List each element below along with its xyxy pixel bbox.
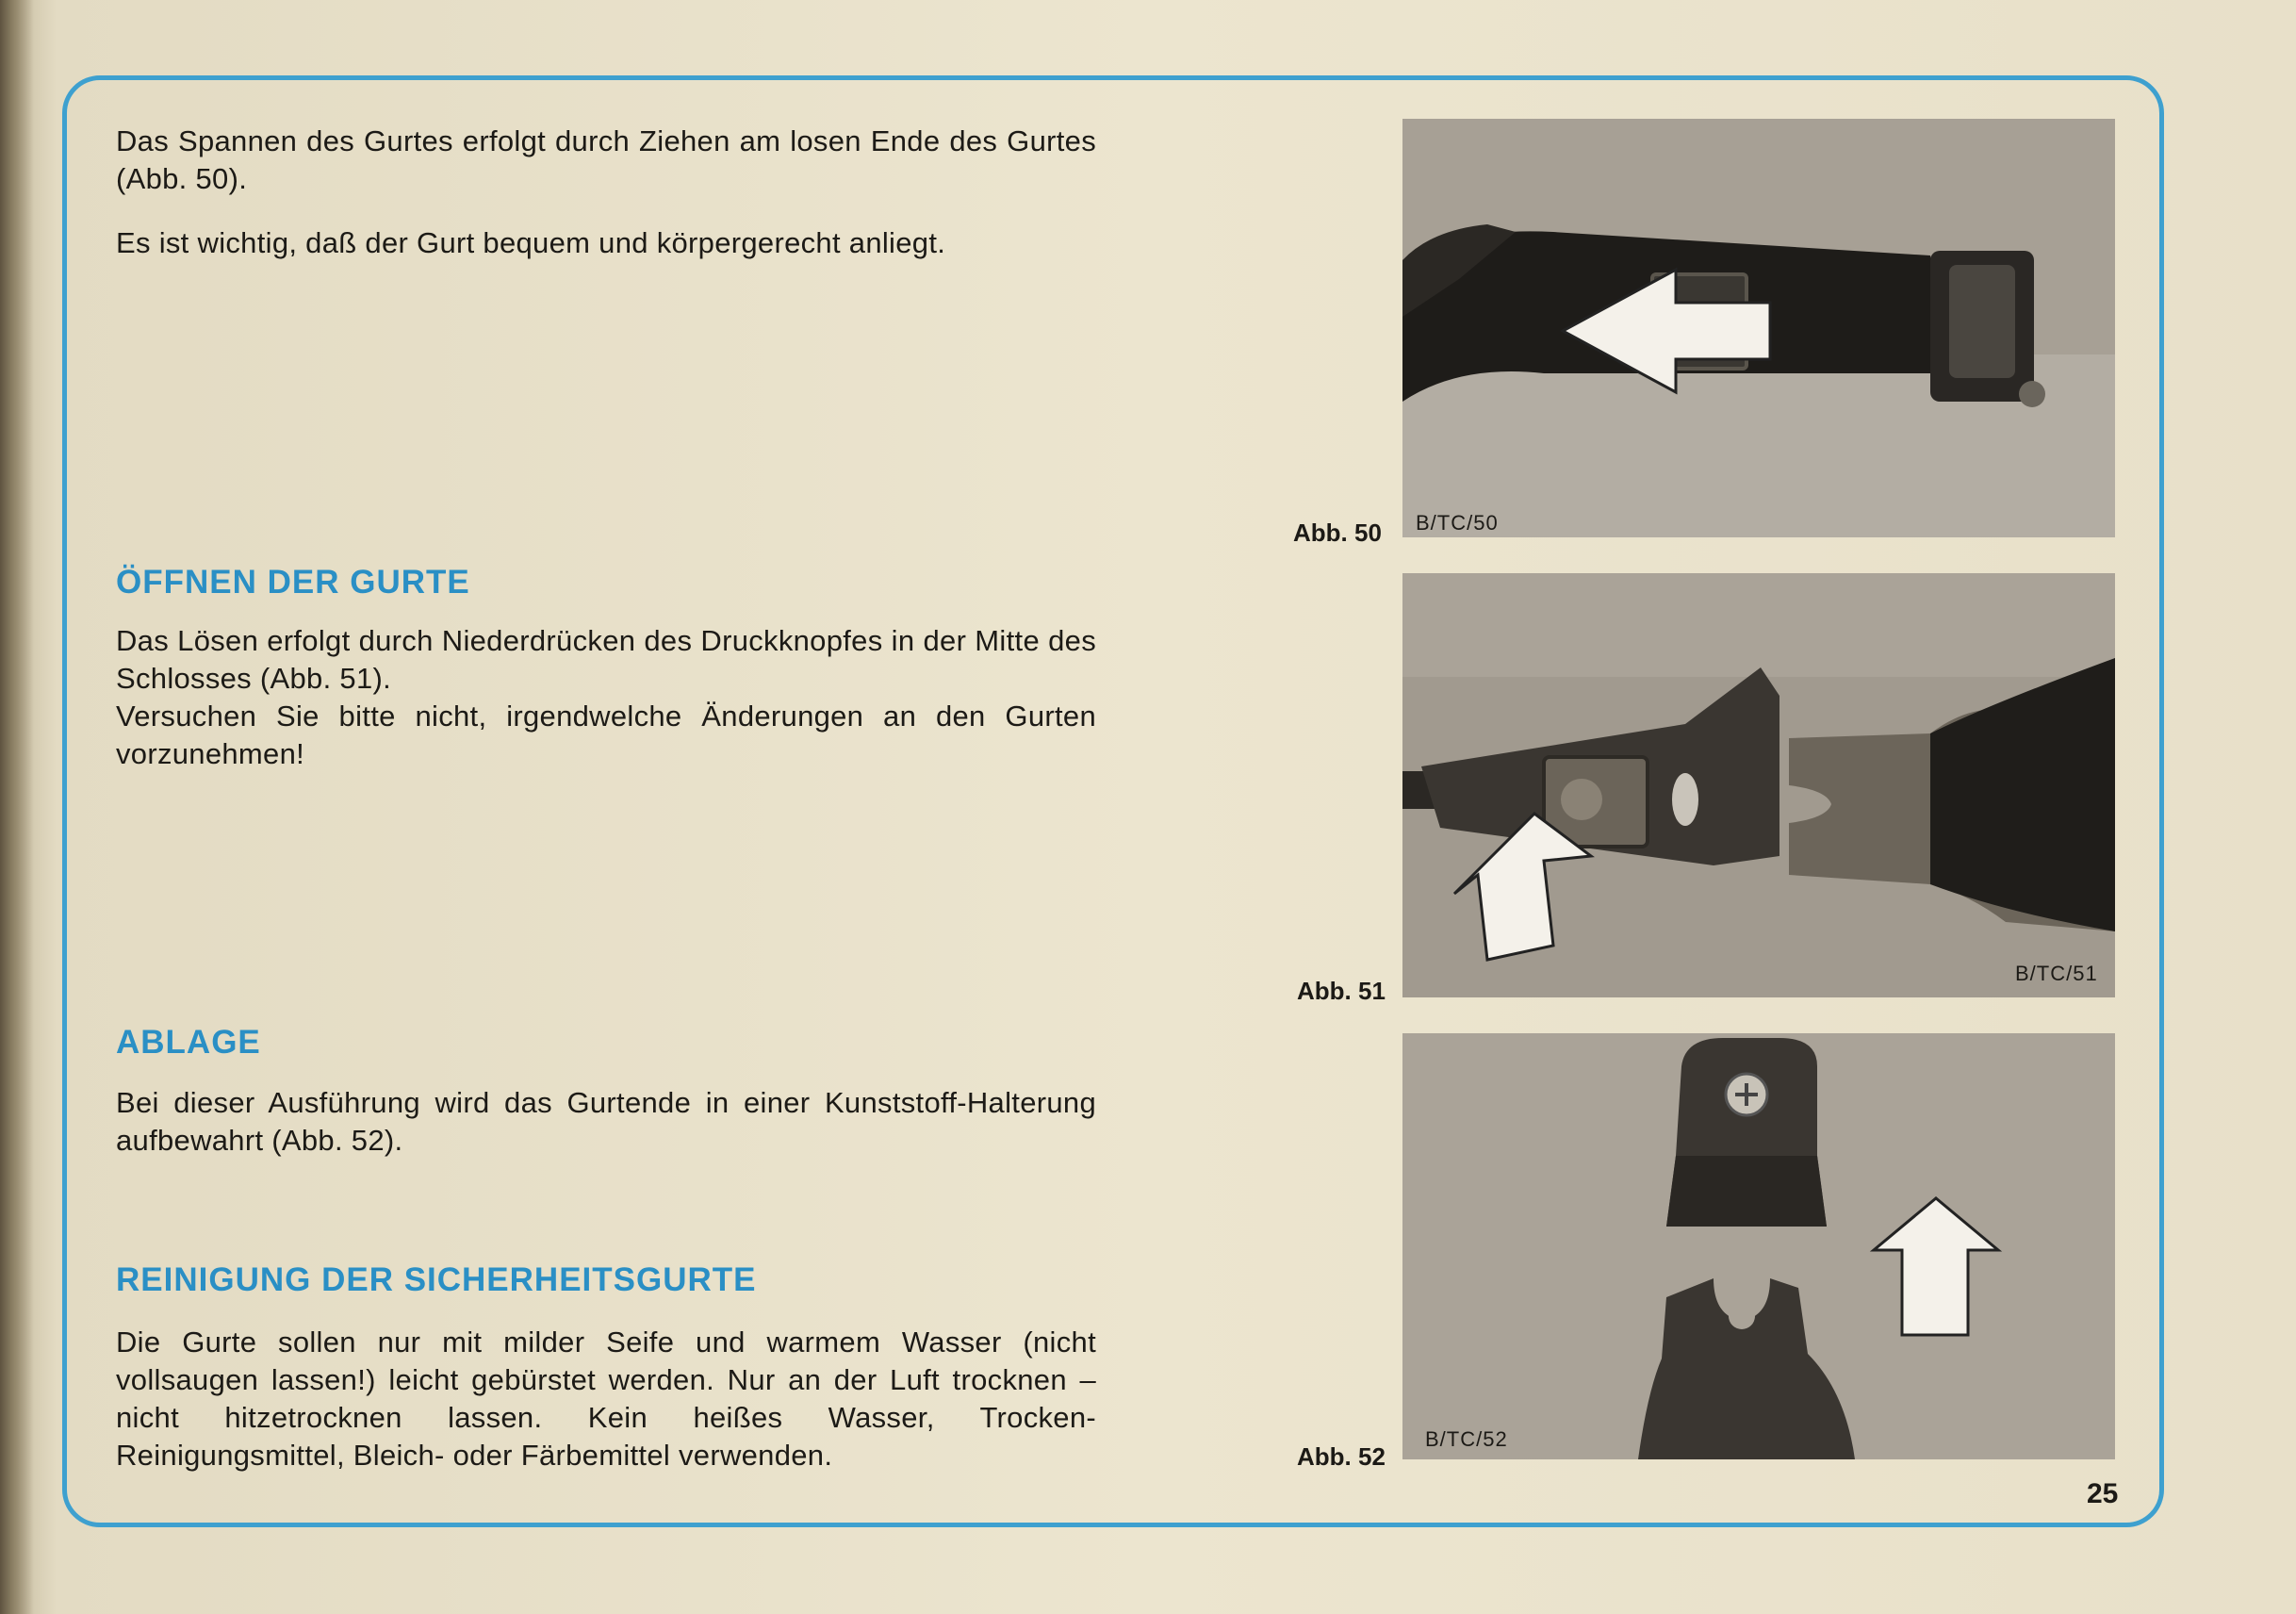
page-number: 25: [2087, 1478, 2119, 1509]
figure-50-code: B/TC/50: [1416, 511, 1499, 535]
figure-52-code: B/TC/52: [1425, 1427, 1508, 1451]
storage-paragraph: Bei dieser Ausführung wird das Gurtende in einer Kunststoff-Halterung aufbewahrt (Abb. 52).: [116, 1086, 1096, 1157]
open-belts-section: [116, 622, 1096, 773]
belt-tension-illustration: [1402, 119, 2115, 537]
heading-cleaning: REINIGUNG DER SICHERHEITSGURTE: [116, 1261, 757, 1298]
figure-51-photo: [1402, 573, 2115, 997]
figure-50-caption: Abb. 50: [1293, 519, 1382, 547]
figure-52-caption: Abb. 52: [1297, 1442, 1386, 1471]
buckle-release-illustration: [1402, 573, 2115, 997]
belt-storage-illustration: [1402, 1033, 2115, 1459]
figure-51-code: B/TC/51: [2015, 962, 2098, 985]
intro-paragraph-1: Das Spannen des Gurtes erfolgt durch Ziehen am losen Ende des Gurtes (Abb. 50).: [116, 124, 1096, 195]
figure-51-caption: Abb. 51: [1297, 977, 1386, 1005]
binding-shadow: [0, 0, 34, 1614]
figure-50-photo: [1402, 119, 2115, 537]
heading-open-belts: ÖFFNEN DER GURTE: [116, 564, 470, 601]
open-belts-paragraph-2: Versuchen Sie bitte nicht, irgendwelche Änderungen an den Gurten vorzunehmen!: [116, 700, 1096, 770]
cleaning-section: [116, 1324, 1096, 1474]
intro-section: [116, 123, 1096, 262]
open-belts-paragraph-1: Das Lösen erfolgt durch Niederdrücken des Druckknopfes in der Mitte des Schlosses (Abb. 51).: [116, 624, 1096, 695]
storage-section: [116, 1084, 1096, 1160]
intro-paragraph-2: Es ist wichtig, daß der Gurt bequem und körpergerecht anliegt.: [116, 226, 946, 259]
cleaning-paragraph: Die Gurte sollen nur mit milder Seife und warmem Wasser (nicht vollsaugen lassen!) leicht gebürstet werden. Nur an der Luft trocknen – nicht hitzetrocknen lassen. Kein heißes Wasser, Trocken-Reinigungsmittel, Bleich- oder Färbemittel verwenden.: [116, 1326, 1096, 1472]
figure-52-photo: [1402, 1033, 2115, 1459]
heading-storage: ABLAGE: [116, 1024, 261, 1061]
